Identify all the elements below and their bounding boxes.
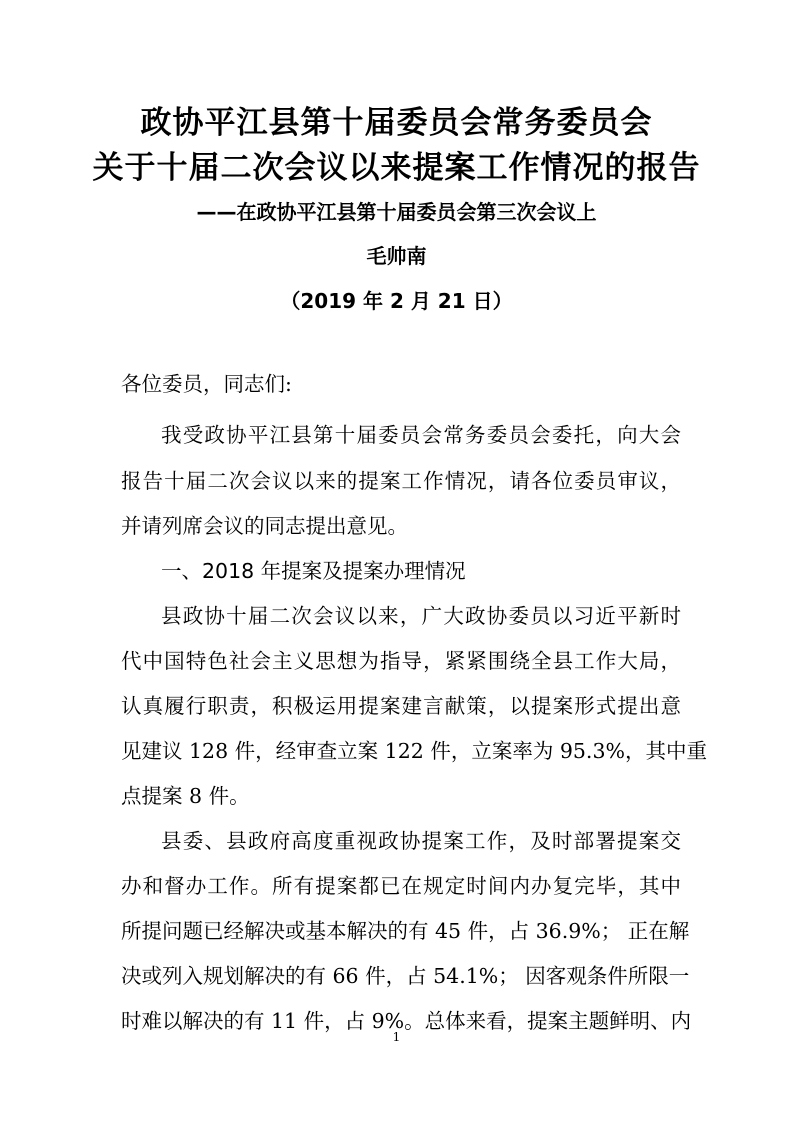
paragraph-line: 所提问题已经解决或基本解决的有 45 件，占 36.9%； 正在解 — [121, 919, 690, 943]
salutation: 各位委员，同志们: — [121, 372, 292, 396]
paragraph-line: 我受政协平江县第十届委员会常务委员会委托，向大会 — [161, 423, 681, 447]
report-title-line-1: 政协平江县第十届委员会常务委员会 — [140, 105, 653, 141]
report-subtitle: ——在政协平江县第十届委员会第三次会议上 — [196, 200, 597, 224]
page-number: 1 — [392, 1030, 401, 1044]
speaker-name: 毛帅南 — [366, 244, 427, 268]
report-title-line-2: 关于十届二次会议以来提案工作情况的报告 — [92, 150, 701, 186]
report-body — [121, 0, 707, 1122]
paragraph-line: 报告十届二次会议以来的提案工作情况，请各位委员审议， — [121, 469, 681, 493]
paragraph-line: 决或列入规划解决的有 66 件，占 54.1%； 因客观条件所限一 — [121, 964, 690, 988]
report-date: （2019 年 2 月 21 日） — [280, 289, 513, 313]
paragraph-line: 点提案 8 件。 — [121, 784, 250, 808]
paragraph-line: 县政协十届二次会议以来，广大政协委员以习近平新时 — [161, 604, 681, 628]
paragraph-line: 办和督办工作。所有提案都已在规定时间内办复完毕，其中 — [121, 874, 681, 898]
section-heading: 一、2018 年提案及提案办理情况 — [161, 559, 466, 583]
paragraph-line: 并请列席会议的同志提出意见。 — [121, 514, 408, 538]
paragraph-line: 时难以解决的有 11 件，占 9%。总体来看，提案主题鲜明、内 — [121, 1009, 692, 1033]
paragraph-line: 见建议 128 件，经审查立案 122 件，立案率为 95.3%，其中重 — [121, 739, 707, 763]
paragraph-line: 县委、县政府高度重视政协提案工作，及时部署提案交 — [161, 829, 681, 853]
paragraph-line: 认真履行职责，积极运用提案建言献策，以提案形式提出意 — [121, 694, 681, 718]
paragraph-line: 代中国特色社会主义思想为指导，紧紧围绕全县工作大局， — [121, 649, 681, 673]
